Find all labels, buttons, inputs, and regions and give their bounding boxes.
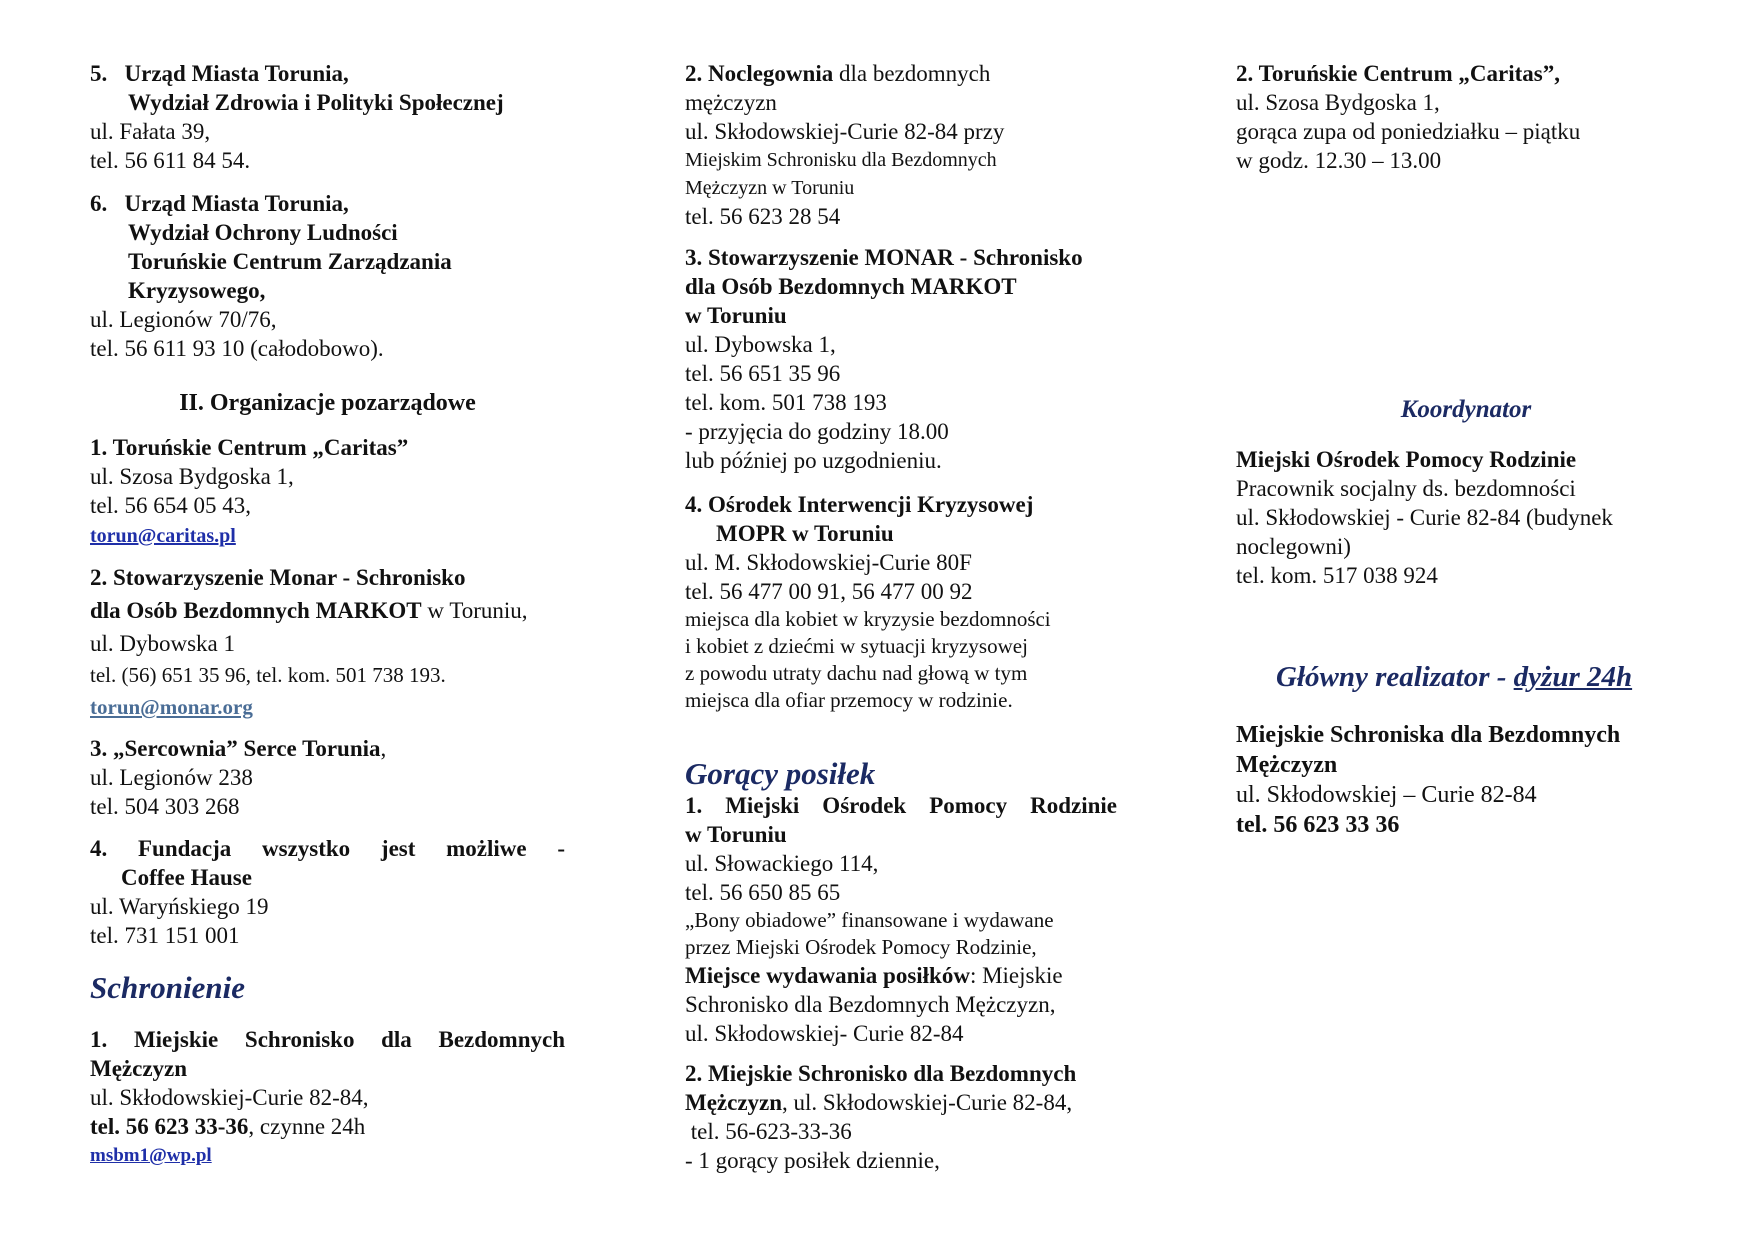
mobile-phone: tel. kom. 501 738 193 xyxy=(685,390,887,415)
item-3-monar: 3. Stowarzyszenie MONAR - Schronisko dla Osób Bezdomnych MARKOT w Toruniu ul. Dybowska 1, tel. 56 651 35 96 tel. kom. 501 738 193 - przyjęcia do godziny 18.00 lub później po uzgodnieniu. xyxy=(685,243,1117,475)
address: ul. Legionów 238 xyxy=(90,765,253,790)
coordinator: Miejski Ośrodek Pomocy Rodzinie Pracownik socjalny ds. bezdomności ul. Skłodowskiej - Curie 82-84 (budynek noclegowni) tel. kom. 517 038 924 xyxy=(1236,445,1676,590)
org-title-cont: dla Osób Bezdomnych MARKOT xyxy=(90,598,422,623)
email-link[interactable]: torun@caritas.pl xyxy=(90,525,236,547)
org-title: 2. Noclegownia xyxy=(685,61,834,86)
address: ul. Legionów 70/76, xyxy=(90,307,277,332)
shelter-1 xyxy=(90,1025,565,1170)
address: ul. Skłodowskiej-Curie 82-84 przy xyxy=(685,119,1005,144)
email-link[interactable]: msbm1@wp.pl xyxy=(90,1145,212,1166)
item-4-crisis-center: 4. Ośrodek Interwencji Kryzysowej MOPR w Toruniu ul. M. Skłodowskiej-Curie 80F tel. 56 477 00 91, 56 477 00 92 miejsca dla kobiet w kryzysie bezdomności i kobiet z dziećmi w sytuacji kryzysowej z powodu utraty dachu nad głową w tym miejsca dla ofiar przemocy w rodzinie. xyxy=(685,490,1117,714)
meal-1-mopr: 1. Miejski Ośrodek Pomocy Rodzinie w Toruniu ul. Słowackiego 114, tel. 56 650 85 65 „Bony obiadowe” finansowane i wydawane przez Miejski Ośrodek Pomocy Rodzinie, Miejsce wydawania posiłków: Miejskie Schronisko dla Bezdomnych Mężczyzn, ul. Skłodowskiej- Curie 82-84 xyxy=(685,793,1117,1046)
address: ul. Skłodowskiej – Curie 82-84 xyxy=(1236,782,1537,808)
address: ul. Szosa Bydgoska 1, xyxy=(90,464,294,489)
meal-heading: Gorący posiłek xyxy=(685,756,876,791)
address: ul. Waryńskiego 19 xyxy=(90,894,269,919)
org-title: 4. Ośrodek Interwencji Kryzysowej xyxy=(685,492,1034,517)
org-title: Miejski Ośrodek Pomocy Rodzinie xyxy=(1236,447,1577,472)
ngo-2-monar xyxy=(90,563,565,722)
phone: tel. 56 650 85 65 xyxy=(685,880,841,905)
coordinator-heading: Koordynator xyxy=(1400,396,1532,423)
item-number: 6. xyxy=(90,191,108,216)
org-title: 1. Toruńskie Centrum „Caritas” xyxy=(90,435,409,460)
address: ul. Słowackiego 114, xyxy=(685,851,879,876)
phone: tel. 504 303 268 xyxy=(90,794,240,819)
phone: tel. 56-623-33-36 xyxy=(685,1119,852,1144)
admission-note: - przyjęcia do godziny 18.00 xyxy=(685,419,949,444)
org-title: 1. Miejski Ośrodek Pomocy Rodzinie xyxy=(685,793,1117,818)
department-name: Wydział Ochrony Ludności xyxy=(128,220,398,245)
phone: tel. kom. 517 038 924 xyxy=(1236,563,1438,588)
org-title-cont: Coffee Hause xyxy=(121,865,252,890)
caritas-soup: 2. Toruńskie Centrum „Caritas”, ul. Szosa Bydgoska 1, gorąca zupa od poniedziałku – piątku w godz. 12.30 – 13.00 xyxy=(1236,59,1676,175)
center-name: Toruńskie Centrum Zarządzania xyxy=(128,249,452,274)
org-title: 3. „Sercownia” Serce Torunia xyxy=(90,736,381,761)
phone: tel. 56 611 84 54. xyxy=(90,148,251,173)
address: ul. Skłodowskiej-Curie 82-84, xyxy=(90,1085,369,1110)
org-title: 3. Stowarzyszenie MONAR - Schronisko xyxy=(685,245,1083,270)
hours: , czynne 24h xyxy=(248,1114,366,1139)
address: ul. Skłodowskiej - Curie 82-84 (budynek xyxy=(1236,505,1613,530)
item-5-office-health xyxy=(90,59,565,175)
main-realizer: Miejskie Schroniska dla Bezdomnych Mężczyzn ul. Skłodowskiej – Curie 82-84 tel. 56 623 33 36 xyxy=(1236,720,1676,840)
hours: w godz. 12.30 – 13.00 xyxy=(1236,148,1442,173)
office-name: Urząd Miasta Torunia, xyxy=(124,191,349,216)
phone: tel. 56 623 33 36 xyxy=(1236,812,1400,838)
ngo-1-caritas xyxy=(90,433,565,551)
phone: tel. 56 654 05 43, xyxy=(90,493,251,518)
ngo-heading: II. Organizacje pozarządowe xyxy=(179,390,476,416)
phone: tel. 56 477 00 91, 56 477 00 92 xyxy=(685,579,973,604)
phone: tel. 56 623 33-36 xyxy=(90,1114,249,1139)
item-2-noclegownia: 2. Noclegownia dla bezdomnych mężczyzn ul. Skłodowskiej-Curie 82-84 przy Miejskim Schronisku dla Bezdomnych Mężczyzn w Toruniu tel. 56 623 28 54 xyxy=(685,59,1117,231)
address: ul. Dybowska 1 xyxy=(90,631,236,656)
item-6-office-protection xyxy=(90,189,565,363)
duty-24h-label: dyżur 24h xyxy=(1513,661,1633,693)
department-name: Wydział Zdrowia i Polityki Społecznej xyxy=(128,90,504,115)
main-realizer-heading: Główny realizator - dyżur 24h xyxy=(1276,661,1633,693)
center-name-cont: Kryzysowego, xyxy=(128,278,266,303)
org-title: 2. Miejskie Schronisko dla Bezdomnych xyxy=(685,1061,1077,1086)
phone: tel. (56) 651 35 96, tel. kom. 501 738 193. xyxy=(90,663,446,687)
meal-2-shelter: 2. Miejskie Schronisko dla Bezdomnych Mężczyzn, ul. Skłodowskiej-Curie 82-84, tel. 56-623-33-36 - 1 gorący posiłek dziennie, xyxy=(685,1059,1117,1175)
org-title: Miejskie Schroniska dla Bezdomnych xyxy=(1236,722,1621,748)
item-number: 5. xyxy=(90,61,108,86)
ngo-4-fundacja xyxy=(90,834,565,950)
org-title: 2. Stowarzyszenie Monar - Schronisko xyxy=(90,565,466,590)
org-title: 2. Toruńskie Centrum „Caritas”, xyxy=(1236,61,1560,86)
org-city: w Toruniu, xyxy=(421,598,528,623)
phone: tel. 731 151 001 xyxy=(90,923,240,948)
office-name: Urząd Miasta Torunia, xyxy=(124,61,349,86)
address: ul. Dybowska 1, xyxy=(685,332,836,357)
org-title: 4. Fundacja wszystko jest możliwe - xyxy=(90,836,565,861)
address: ul. Fałata 39, xyxy=(90,119,211,144)
address: ul. Szosa Bydgoska 1, xyxy=(1236,90,1440,115)
ngo-3-sercownia: 3. „Sercownia” Serce Torunia, ul. Legionów 238 tel. 504 303 268 xyxy=(90,734,565,821)
email-link[interactable]: torun@monar.org xyxy=(90,695,253,719)
phone: tel. 56 651 35 96 xyxy=(685,361,841,386)
shelter-title-cont: Mężczyzn xyxy=(90,1056,188,1081)
shelter-heading: Schronienie xyxy=(90,970,246,1005)
shelter-title: 1. Miejskie Schronisko dla Bezdomnych xyxy=(90,1027,565,1052)
address: ul. M. Skłodowskiej-Curie 80F xyxy=(685,550,972,575)
phone: tel. 56 611 93 10 (całodobowo). xyxy=(90,336,384,361)
phone: tel. 56 623 28 54 xyxy=(685,204,841,229)
